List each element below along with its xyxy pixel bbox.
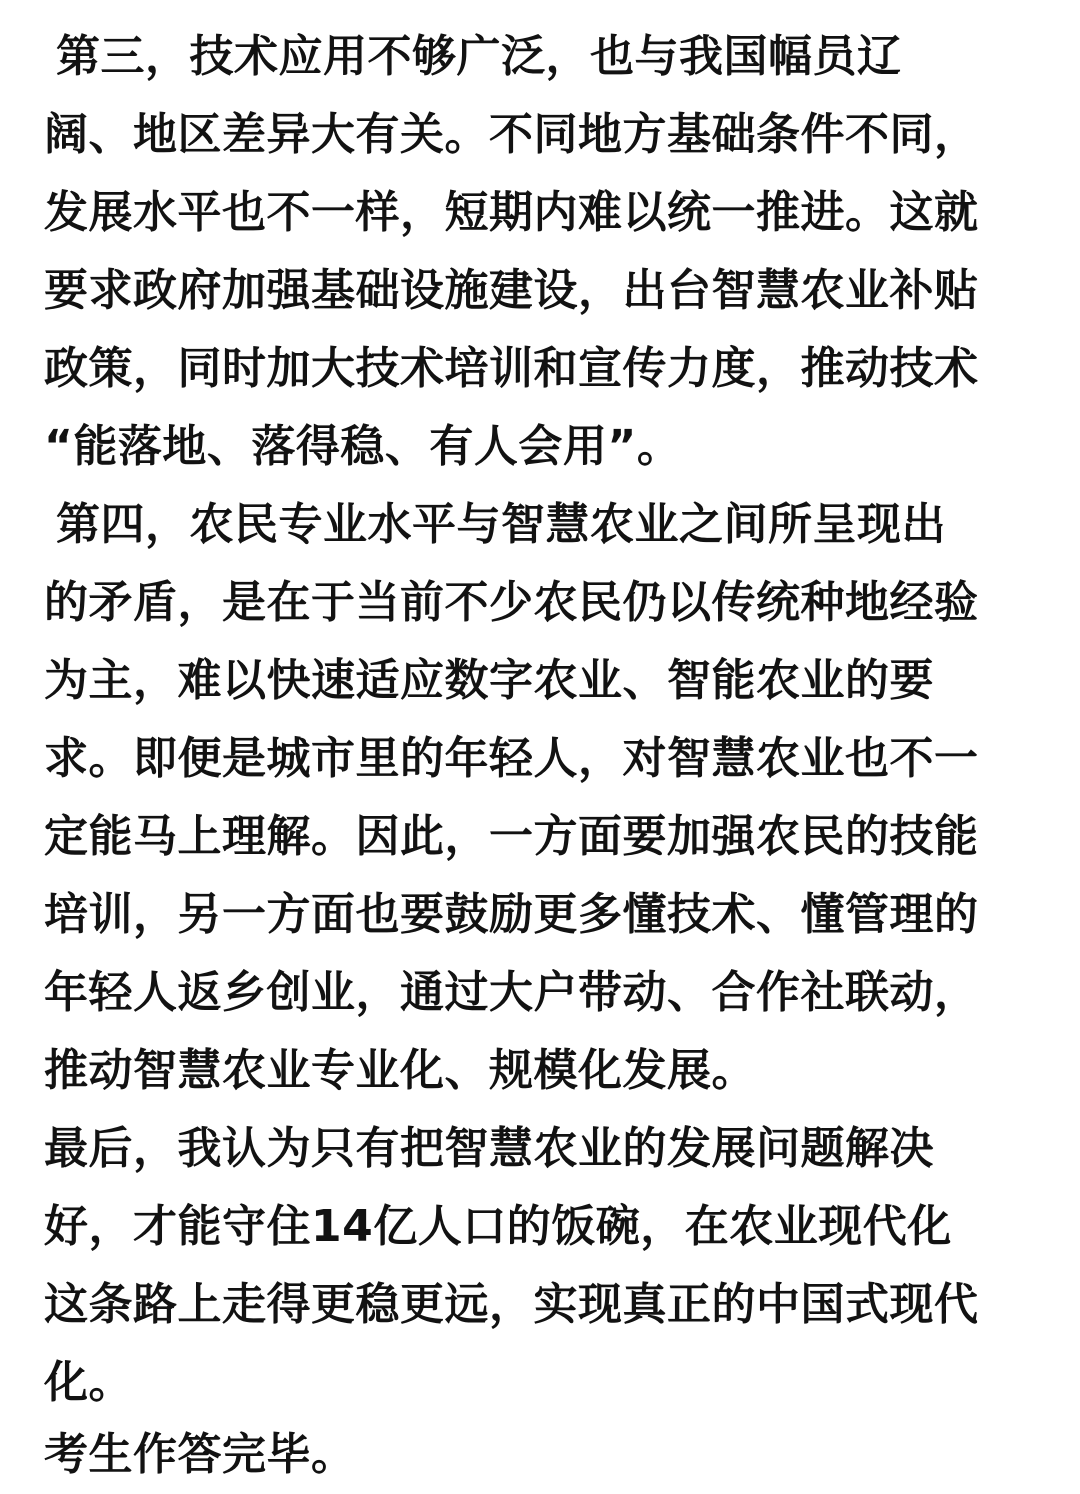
text-line: 的矛盾，是在于当前不少农民仍以传统种地经验: [44, 577, 979, 628]
text-line: 政策，同时加大技术培训和宣传力度，推动技术: [44, 343, 979, 394]
text-line: “能落地、落得稳、有人会用”。: [44, 421, 682, 472]
text-line: 第三，技术应用不够广泛，也与我国幅员辽: [56, 31, 902, 82]
text-line: 阔、地区差异大有关。不同地方基础条件不同，: [44, 109, 979, 160]
text-line: 好，才能守住14亿人口的饭碗，在农业现代化: [44, 1201, 952, 1252]
text-line: 要求政府加强基础设施建设，出台智慧农业补贴: [44, 265, 979, 316]
text-line: 求。即便是城市里的年轻人，对智慧农业也不一: [44, 733, 979, 784]
text-line: 发展水平也不一样，短期内难以统一推进。这就: [44, 187, 979, 238]
text-line: 培训，另一方面也要鼓励更多懂技术、懂管理的: [44, 889, 979, 940]
text-line: 年轻人返乡创业，通过大户带动、合作社联动，: [44, 967, 979, 1018]
closing-line: 考生作答完毕。: [44, 1429, 356, 1480]
text-line: 化。: [44, 1357, 133, 1408]
text-line: 这条路上走得更稳更远，实现真正的中国式现代: [44, 1279, 979, 1330]
text-line: 最后，我认为只有把智慧农业的发展问题解决: [44, 1123, 934, 1174]
text-line: 第四，农民专业水平与智慧农业之间所呈现出: [56, 499, 946, 550]
text-line: 定能马上理解。因此，一方面要加强农民的技能: [44, 811, 979, 862]
text-line: 为主，难以快速适应数字农业、智能农业的要: [44, 655, 934, 706]
text-line: 推动智慧农业专业化、规模化发展。: [44, 1045, 756, 1096]
